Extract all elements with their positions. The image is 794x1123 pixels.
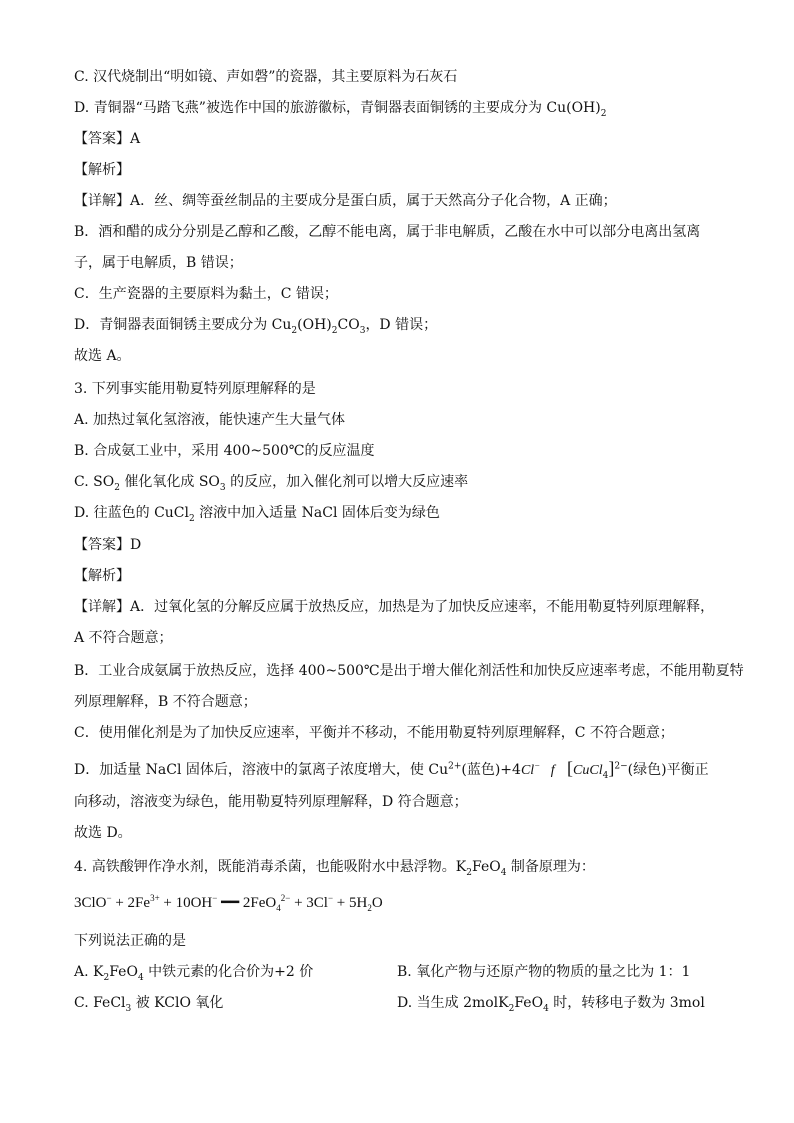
text: (OH): [297, 317, 332, 333]
subscript: 2: [600, 108, 607, 119]
text: D. 当生成 2molK: [397, 995, 509, 1011]
equilibrium-arrow-glyph: f: [550, 763, 555, 778]
q2-detail-b-line1: B．酒和醋的成分分别是乙醇和乙酸，乙醇不能电离，属于非电解质，乙酸在水中可以部分电离出氢离: [74, 224, 701, 240]
text: FeO: [109, 964, 138, 980]
superscript: −: [106, 893, 112, 903]
subscript: 2: [508, 1003, 515, 1014]
q3-answer: 【答案】D: [74, 537, 142, 553]
q2-answer: 【答案】A: [74, 131, 141, 147]
text: 制备原理为：: [506, 859, 595, 875]
eq-term: 2FeO: [242, 895, 277, 911]
text: CO: [337, 317, 360, 333]
q4-option-a: [74, 962, 313, 982]
eq-term: + 10OH: [159, 895, 213, 911]
q4-option-c: [74, 993, 223, 1013]
superscript: 3+: [150, 893, 160, 903]
text: D．加适量 NaCl 固体后，溶液中的氯离子浓度增大，使 Cu: [74, 762, 449, 778]
q3-option-c: [74, 472, 468, 492]
superscript: 2+: [448, 761, 462, 772]
subscript: 3: [359, 325, 366, 336]
text: D. 往蓝色的 CuCl: [74, 505, 189, 521]
subscript: 2: [189, 513, 195, 524]
q3-detail-a-line2: A 不符合题意；: [74, 630, 173, 646]
q3-option-d: [74, 503, 440, 523]
text: 4. 高铁酸钾作净水剂，既能消毒杀菌，也能吸附水中悬浮物。K: [74, 859, 467, 875]
q4-which: 下列说法正确的是: [74, 933, 186, 949]
q3-detail-b-line2: 列原理解释，B 不符合题意；: [74, 694, 257, 710]
left-bracket-icon: [: [567, 758, 574, 778]
subscript: 2: [331, 325, 338, 336]
q3-option-a: A. 加热过氧化氢溶液，能快速产生大量气体: [74, 412, 346, 428]
q3-option-b: B. 合成氨工业中，采用 400~500℃的反应温度: [74, 443, 375, 459]
q3-stem: 3. 下列事实能用勒夏特列原理解释的是: [74, 381, 316, 397]
text: FeO: [514, 995, 544, 1011]
text: 催化氧化成 SO: [119, 474, 220, 490]
text: (绿色): [627, 762, 667, 778]
q4-option-d: [397, 993, 705, 1013]
chloride-symbol: Cl: [520, 763, 535, 778]
subscript: 2: [466, 867, 472, 878]
text: C. FeCl: [74, 995, 126, 1011]
q2-option-d-text: D. 青铜器“马踏飞燕”被选作中国的旅游徽标，青铜器表面铜锈的主要成分为 Cu(OH): [74, 100, 601, 116]
text: 的反应，加入催化剂可以增大反应速率: [225, 474, 469, 490]
text: 时，转移电子数为 3mol: [548, 995, 705, 1011]
q3-detail-c: C．使用催化剂是为了加快反应速率，平衡并不移动，不能用勒夏特列原理解释，C 不符合题意；: [74, 725, 674, 741]
subscript: 4: [602, 770, 609, 781]
superscript: 2−: [280, 893, 291, 903]
q2-detail-b-line2: 子，属于电解质，B 错误；: [74, 255, 243, 271]
complex-formula: CuCl: [573, 763, 603, 778]
q2-option-d: [74, 98, 606, 118]
q4-stem: [74, 857, 595, 877]
subscript: 2: [367, 903, 372, 913]
eq-term: + 5H: [333, 895, 368, 911]
q3-detail-d-line1: [74, 758, 709, 781]
q2-choose: 故选 A。: [74, 348, 131, 364]
text: 溶液中加入适量 NaCl 固体后变为绿色: [194, 505, 440, 521]
q4-option-b: B. 氧化产物与还原产物的物质的量之比为 1：1: [397, 964, 691, 980]
superscript: −: [534, 760, 541, 771]
q3-detail-a-line1: 【详解】A．过氧化氢的分解反应属于放热反应，加热是为了加快反应速率，不能用勒夏特列原理解释，: [74, 599, 715, 615]
q3-detail-b-line1: B．工业合成氨属于放热反应，选择 400~500℃是出于增大催化剂活性和加快反应速率考虑，不能用勒夏特: [74, 663, 744, 679]
text: (蓝色)+4: [461, 762, 521, 778]
q2-option-c: C. 汉代烧制出“明如镜、声如磬”的瓷器，其主要原料为石灰石: [74, 69, 458, 85]
subscript: 2: [291, 325, 298, 336]
subscript: 2: [103, 972, 110, 983]
q4-equation: [74, 893, 383, 913]
text: ，D 错误；: [365, 317, 438, 333]
subscript: 3: [219, 482, 226, 493]
eq-term: + 2Fe: [111, 895, 151, 911]
superscript: −: [327, 893, 334, 903]
eq-term: 3ClO: [74, 895, 107, 911]
subscript: 4: [500, 867, 507, 878]
superscript: −: [212, 893, 218, 903]
subscript: 3: [125, 1003, 132, 1014]
superscript: 2−: [614, 761, 628, 772]
text: D．青铜器表面铜锈主要成分为 Cu: [74, 317, 292, 333]
right-bracket-icon: ]: [608, 758, 615, 778]
q3-detail-d-line2: 向移动，溶液变为绿色，能用勒夏特列原理解释，D 符合题意；: [74, 794, 468, 810]
text: 平衡正: [666, 762, 709, 778]
eq-term: + 3Cl: [290, 895, 328, 911]
subscript: 4: [543, 1003, 549, 1014]
subscript: 4: [276, 903, 281, 913]
text: FeO: [472, 859, 501, 875]
q2-detail-c: C．生产瓷器的主要原料为黏土，C 错误；: [74, 286, 338, 302]
text: A. K: [74, 964, 104, 980]
eq-term: O: [371, 895, 383, 911]
text: 被 KClO 氧化: [131, 995, 224, 1011]
q2-analysis-label: 【解析】: [74, 162, 130, 178]
subscript: 4: [137, 972, 144, 983]
text: C. SO: [74, 474, 115, 490]
q2-detail-a: 【详解】A．丝、绸等蚕丝制品的主要成分是蛋白质，属于天然高分子化合物，A 正确；: [74, 193, 617, 209]
q3-choose: 故选 D。: [74, 825, 132, 841]
subscript: 2: [114, 482, 120, 493]
text: 中铁元素的化合价为+2 价: [143, 964, 314, 980]
q2-detail-d: [74, 315, 437, 335]
reaction-arrow-icon: ━━: [217, 895, 243, 911]
q3-analysis-label: 【解析】: [74, 568, 130, 584]
